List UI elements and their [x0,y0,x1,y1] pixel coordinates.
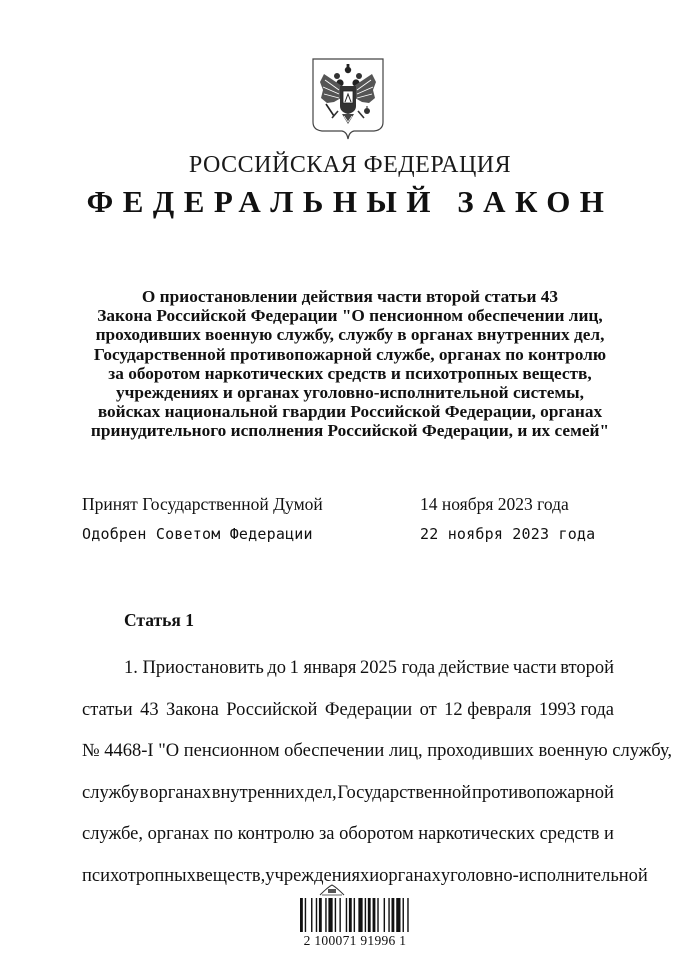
article-word: Государственной [337,782,472,803]
adoption-label: Принят Государственной Думой [82,494,323,514]
article-line [82,814,614,856]
article-word: учреждениях [265,865,370,886]
article-word: 1993 года [538,699,614,720]
article-word: 2025 года [359,658,436,678]
article-word: и [369,865,380,886]
article-line [82,731,673,773]
barcode-bar [325,898,326,932]
article-word: противопожарной [471,782,614,803]
barcode-number: 2 100071 91996 1 [303,933,407,948]
barcode-bar [349,898,352,932]
law-title-line: О приостановлении действия части второй статьи 43 [141,287,559,306]
law-title [60,287,640,441]
article-word: службе, [82,824,143,844]
law-title-line: Закона Российской Федерации "О пенсионном обеспечении лиц, [97,306,603,326]
country-name: РОССИЙСКАЯ ФЕДЕРАЦИЯ [188,152,512,178]
article-word: органах [379,865,441,886]
barcode-bar [319,898,322,932]
approval-label: Одобрен Советом Федерации [82,525,313,543]
article-word: Закона [165,699,219,720]
adoption-row-federation-council [82,525,622,549]
article-heading: Статья 1 [124,610,194,630]
coat-of-arms-emblem [310,56,386,142]
article-word: Федерации [324,699,413,720]
document-type-heading: ФЕДЕРАЛЬНЫЙ ЗАКОН [86,184,614,219]
barcode-bar [373,898,376,932]
article-word: веществ, [195,865,266,886]
article-word: контролю [237,824,315,844]
barcode-bar [335,898,336,932]
barcode-bar [396,898,400,932]
barcode-bar [365,898,366,932]
article-line [82,648,614,690]
barcode-bar [368,898,371,932]
barcode-bar [358,898,362,932]
article-word: психотропных [82,865,196,886]
article-word: Российской [226,699,318,720]
barcode-bar [403,898,404,932]
article-word: органах [147,824,210,844]
article-word: органах [149,782,211,803]
article-word: службу [82,782,139,803]
barcode-bar [328,898,332,932]
law-title-line: войсках национальной гвардии Российской Федерации, органах [97,402,603,422]
law-title-line: проходивших военную службу, службу в органах внутренних дел, [95,325,605,345]
article-word: за [318,824,335,844]
barcode-bar [377,898,378,932]
article-word: в [139,782,149,803]
article-word: по [213,824,233,844]
article-word: № 4468-I "О пенсионном обеспечении лиц, проходивших военную службу, [82,741,673,761]
article-word: оборотом [339,824,414,844]
barcode-bar [384,898,385,932]
article-word: второй [560,658,614,678]
adoption-row-duma [82,494,622,518]
barcode-bar [316,898,317,932]
law-title-line: Государственной противопожарной службе, органах по контролю [93,344,607,364]
article-word: от [419,699,437,720]
barcode-bar [305,898,306,932]
article-word: части [512,658,557,678]
article-body [82,648,673,897]
article-word: средств [539,824,600,844]
article-word: 1. Приостановить [124,658,264,678]
approval-date: 22 ноября 2023 года [420,525,596,543]
article-line [82,690,614,732]
barcode-bar [300,898,303,932]
barcode-bar [354,898,355,932]
article-word: 1 января [289,658,357,678]
law-title-line: учреждениях и органах уголовно-исполнительной системы, [116,383,584,403]
barcode-icon [297,886,415,934]
barcode-bar [346,898,347,932]
barcode-bar [407,898,408,932]
barcode-bar [339,898,340,932]
barcode-bar [391,898,394,932]
article-word: действие [438,658,510,678]
article-word: 43 [140,699,159,720]
law-title-line: за оборотом наркотических средств и психотропных веществ, [108,363,592,383]
article-word: уголовно-исполнительной [440,865,648,886]
barcode-bar [388,898,389,932]
article-word: статьи [82,699,133,720]
article-word: до [267,658,287,678]
article-word: 12 февраля [444,699,532,720]
law-title-line: принудительного исполнения Российской Федерации, и их семей" [90,421,610,441]
coat-of-arms-russia-icon [310,56,386,142]
article-word: наркотических [418,824,536,844]
adoption-date: 14 ноября 2023 года [420,494,569,514]
article-word: внутренних [211,782,305,803]
barcode-bar [311,898,312,932]
article-line [82,773,614,815]
article-word: и [604,824,614,844]
article-word: дел, [305,782,337,803]
